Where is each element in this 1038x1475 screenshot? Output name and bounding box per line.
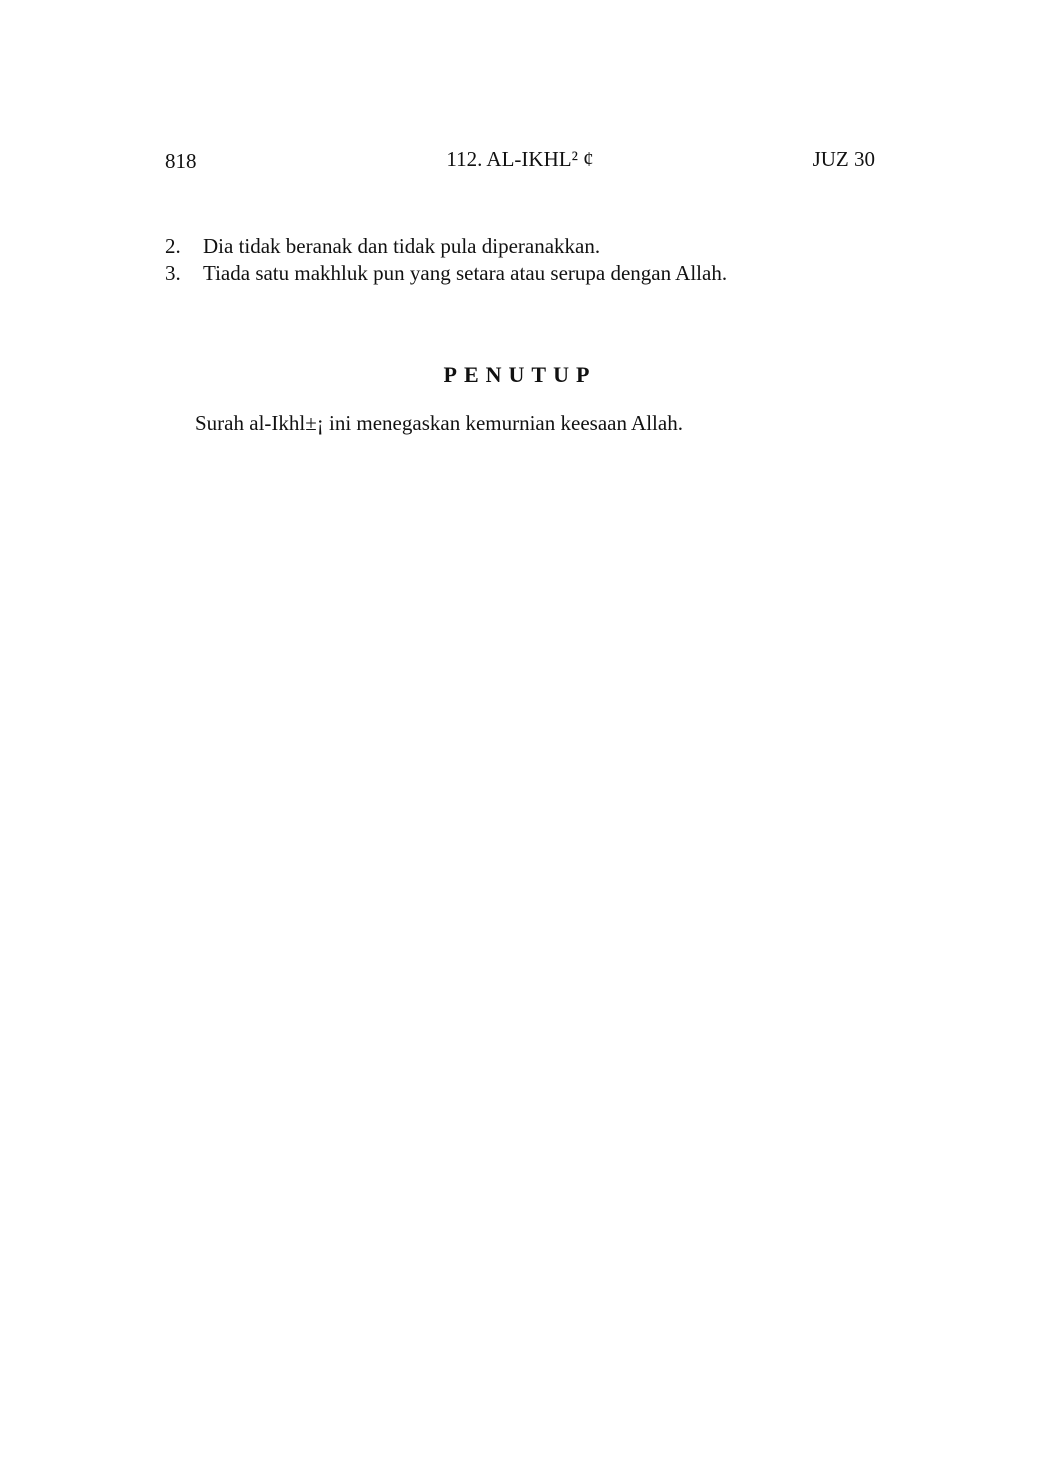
section-heading: PENUTUP — [443, 362, 597, 387]
list-item-text: Dia tidak beranak dan tidak pula diperanakkan. — [203, 234, 601, 258]
chapter-title: 112. AL-IKHL² ¢ — [446, 147, 594, 171]
list-item — [165, 260, 875, 287]
page-header — [165, 144, 875, 174]
numbered-list — [165, 233, 875, 287]
page-number: 818 — [165, 149, 197, 173]
list-item-number: 2. — [165, 234, 181, 258]
body-paragraph: Surah al-Ikhl±¡ ini menegaskan kemurnian keesaan Allah. — [195, 411, 683, 435]
list-item — [165, 233, 875, 260]
juz-label: JUZ 30 — [812, 147, 875, 171]
list-item-number: 3. — [165, 261, 181, 285]
list-item-text: Tiada satu makhluk pun yang setara atau serupa dengan Allah. — [203, 261, 728, 285]
